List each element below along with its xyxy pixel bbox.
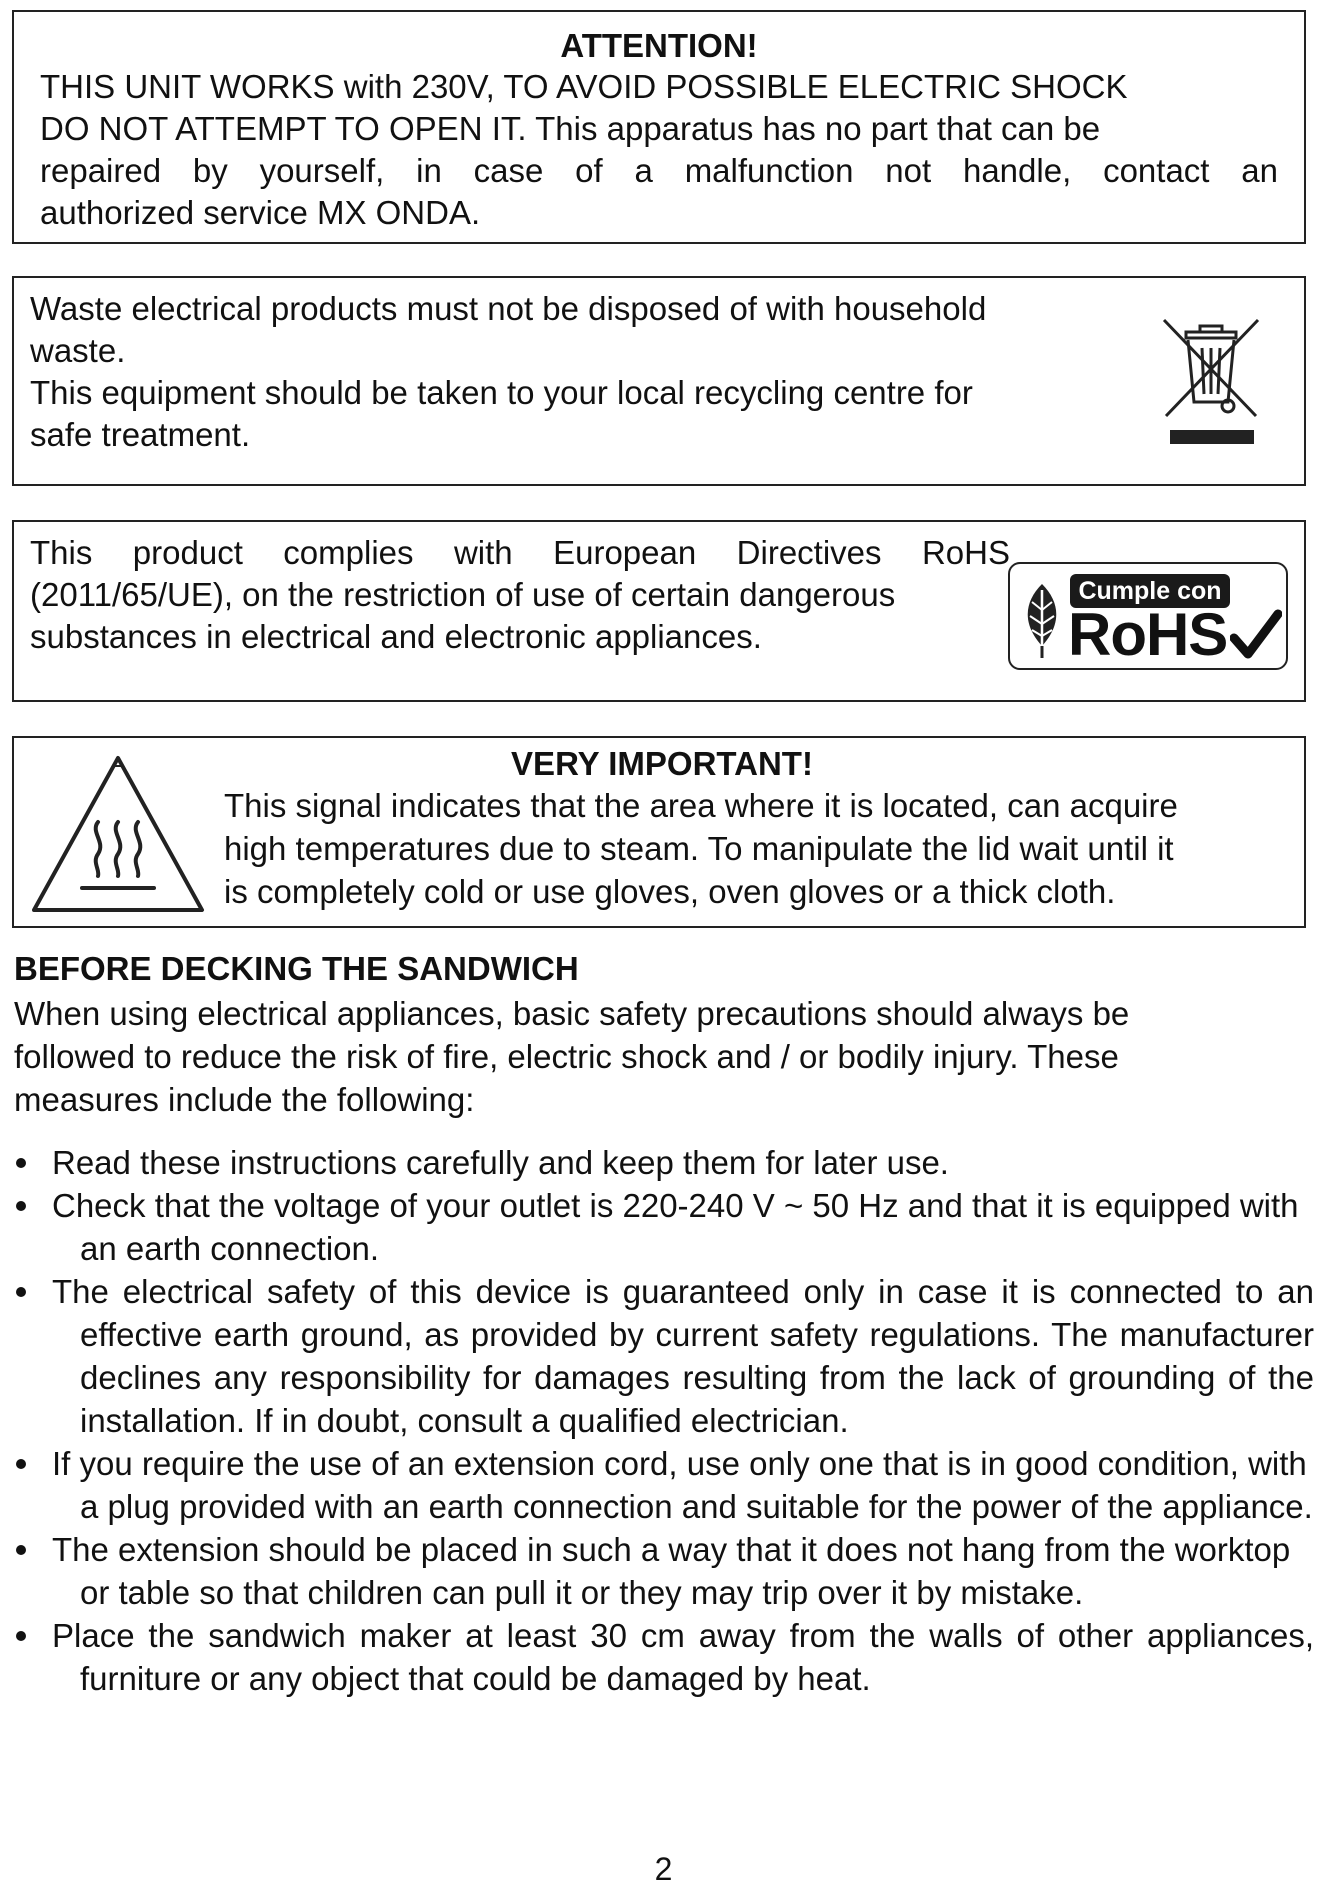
bullet-dot bbox=[16, 1459, 26, 1469]
rohs-box bbox=[12, 520, 1306, 702]
attention-line: THIS UNIT WORKS with 230V, TO AVOID POSSIBLE ELECTRIC SHOCK bbox=[40, 68, 1128, 105]
weee-line: This equipment should be taken to your local recycling centre for bbox=[30, 374, 973, 411]
weee-box bbox=[12, 276, 1306, 486]
rohs-line: (2011/65/UE), on the restriction of use of certain dangerous bbox=[30, 576, 896, 613]
weee-text bbox=[30, 288, 1130, 456]
steam-warning-title: VERY IMPORTANT! bbox=[511, 745, 813, 782]
list-item: Check that the voltage of your outlet is 220-240 V ~ 50 Hz and that it is equipped with an earth connection. bbox=[14, 1184, 1314, 1270]
rohs-badge: Cumple con bbox=[1070, 574, 1230, 608]
list-item: The electrical safety of this device is guaranteed only in case it is connected to an effective earth ground, as provided by current safety regulations. The manufacturer declines any responsibility for damages resulting from the lack of grounding of the installation. If in doubt, consult a qualified electrician. bbox=[14, 1270, 1314, 1442]
bullet-dot bbox=[16, 1201, 26, 1211]
checkmark-icon bbox=[1230, 608, 1282, 662]
attention-line: repaired by yourself, in case of a malfunction not handle, contact an bbox=[40, 152, 1278, 189]
bullet-dot bbox=[16, 1287, 26, 1297]
section-intro bbox=[14, 992, 1314, 1121]
steam-warning-box bbox=[12, 736, 1306, 928]
rohs-line: This product complies with European Directives RoHS bbox=[30, 534, 1010, 571]
leaf-icon bbox=[1018, 580, 1066, 660]
steam-warning-line: high temperatures due to steam. To manipulate the lid wait until it bbox=[224, 830, 1174, 867]
list-item: Read these instructions carefully and keep them for later use. bbox=[14, 1141, 1314, 1184]
intro-line: measures include the following: bbox=[14, 1081, 475, 1118]
attention-line: authorized service MX ONDA. bbox=[40, 194, 481, 231]
rohs-logo bbox=[1008, 562, 1288, 670]
weee-line: waste. bbox=[30, 332, 126, 369]
hot-steam-warning-icon bbox=[26, 750, 210, 920]
crossed-out-wheelie-bin-icon bbox=[1156, 316, 1266, 448]
bullet-dot bbox=[16, 1631, 26, 1641]
attention-line: DO NOT ATTEMPT TO OPEN IT. This apparatus has no part that can be bbox=[40, 110, 1101, 147]
rohs-wordmark: RoHS bbox=[1068, 601, 1228, 668]
steam-warning-line: This signal indicates that the area where it is located, can acquire bbox=[224, 787, 1178, 824]
rohs-line: substances in electrical and electronic appliances. bbox=[30, 618, 762, 655]
section-title: BEFORE DECKING THE SANDWICH bbox=[14, 950, 579, 987]
intro-line: followed to reduce the risk of fire, electric shock and / or bodily injury. These bbox=[14, 1038, 1119, 1075]
weee-line: Waste electrical products must not be disposed of with household bbox=[30, 290, 987, 327]
steam-warning-line: is completely cold or use gloves, oven gloves or a thick cloth. bbox=[224, 873, 1116, 910]
list-item: If you require the use of an extension cord, use only one that is in good condition, with a plug provided with an earth connection and suitable for the power of the appliance. bbox=[14, 1442, 1314, 1528]
weee-line: safe treatment. bbox=[30, 416, 251, 453]
safety-section bbox=[14, 948, 1314, 1700]
attention-box bbox=[12, 10, 1306, 244]
bullet-dot bbox=[16, 1158, 26, 1168]
page-number: 2 bbox=[654, 1851, 673, 1887]
list-item: The extension should be placed in such a way that it does not hang from the worktop or table so that children can pull it or they may trip over it by mistake. bbox=[14, 1528, 1314, 1614]
steam-warning-text bbox=[224, 744, 1290, 913]
rohs-text bbox=[30, 532, 1010, 658]
bullet-dot bbox=[16, 1545, 26, 1555]
list-item: Place the sandwich maker at least 30 cm away from the walls of other appliances, furniture or any object that could be damaged by heat. bbox=[14, 1614, 1314, 1700]
intro-line: When using electrical appliances, basic safety precautions should always be bbox=[14, 995, 1130, 1032]
attention-title: ATTENTION! bbox=[560, 27, 758, 64]
safety-bullet-list bbox=[14, 1141, 1314, 1700]
